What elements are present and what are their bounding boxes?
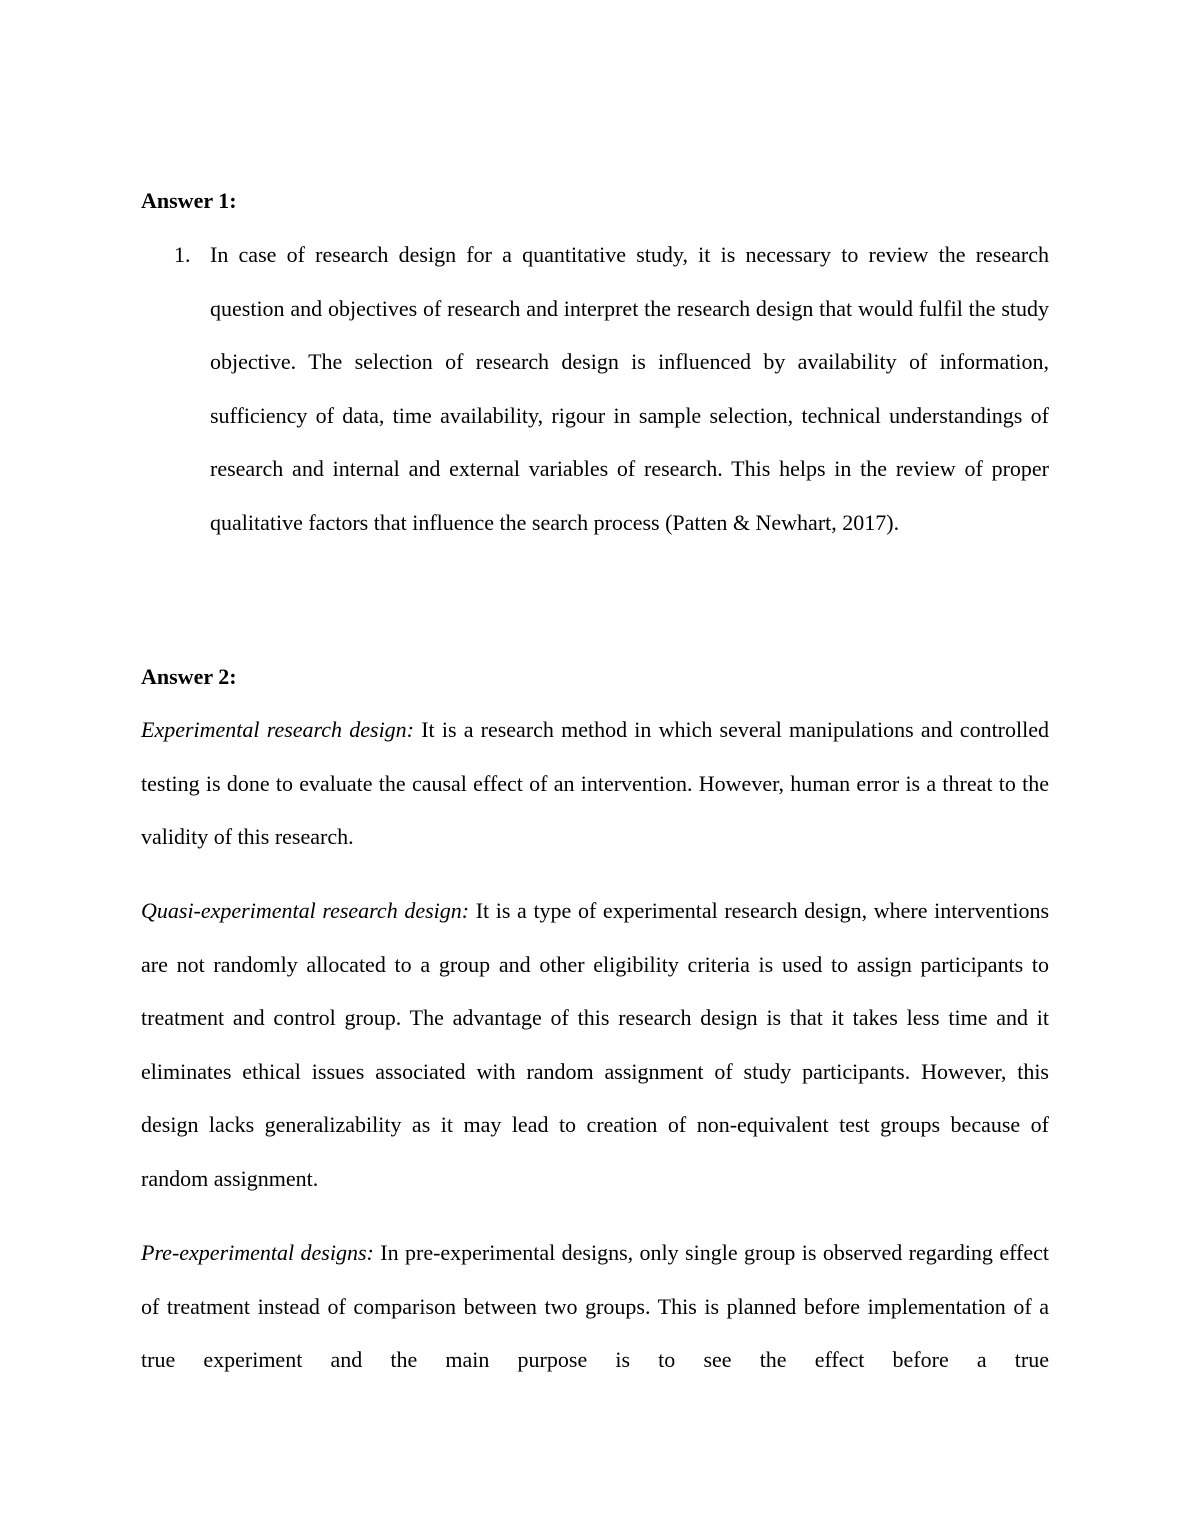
experimental-design-term: Experimental research design: — [141, 717, 415, 742]
answer-2-heading: Answer 2: — [141, 664, 237, 689]
quasi-experimental-design-paragraph — [141, 884, 1049, 1206]
answer-1-list-item: In case of research design for a quantitative study, it is necessary to review the research question and objectives of research and interpret the research design that would fulfil the study objective. The selection of research design is influenced by availability of information, sufficiency of data, time availability, rigour in sample selection, technical understandings of research and internal and external variables of research. This helps in the review of proper qualitative factors that influence the search process (Patten & Newhart, 2017). — [210, 242, 1049, 535]
experimental-design-text: It is a research method in which several manipulations and controlled testing is done to evaluate the causal effect of an intervention. However, human error is a threat to the validity of this research. — [141, 717, 1049, 850]
quasi-experimental-design-text: It is a type of experimental research design, where interventions are not randomly allocated to a group and other eligibility criteria is used to assign participants to treatment and control group. The advantage of this research design is that it takes less time and it eliminates ethical issues associated with random assignment of study participants. However, this design lacks generalizability as it may lead to creation of non-equivalent test groups because of random assignment. — [141, 898, 1050, 1191]
pre-experimental-design-paragraph — [141, 1226, 1049, 1387]
pre-experimental-design-term: Pre-experimental designs: — [141, 1240, 374, 1265]
experimental-design-paragraph — [141, 703, 1049, 864]
answer-1-heading: Answer 1: — [141, 188, 237, 213]
list-number: 1. — [174, 242, 191, 267]
quasi-experimental-design-term: Quasi-experimental research design: — [141, 898, 470, 923]
pre-experimental-design-text: In pre-experimental designs, only single group is observed regarding effect of treatment instead of comparison between two groups. This is planned before implementation of a true experiment and the main purpose is to see the effect before a true — [141, 1240, 1049, 1373]
